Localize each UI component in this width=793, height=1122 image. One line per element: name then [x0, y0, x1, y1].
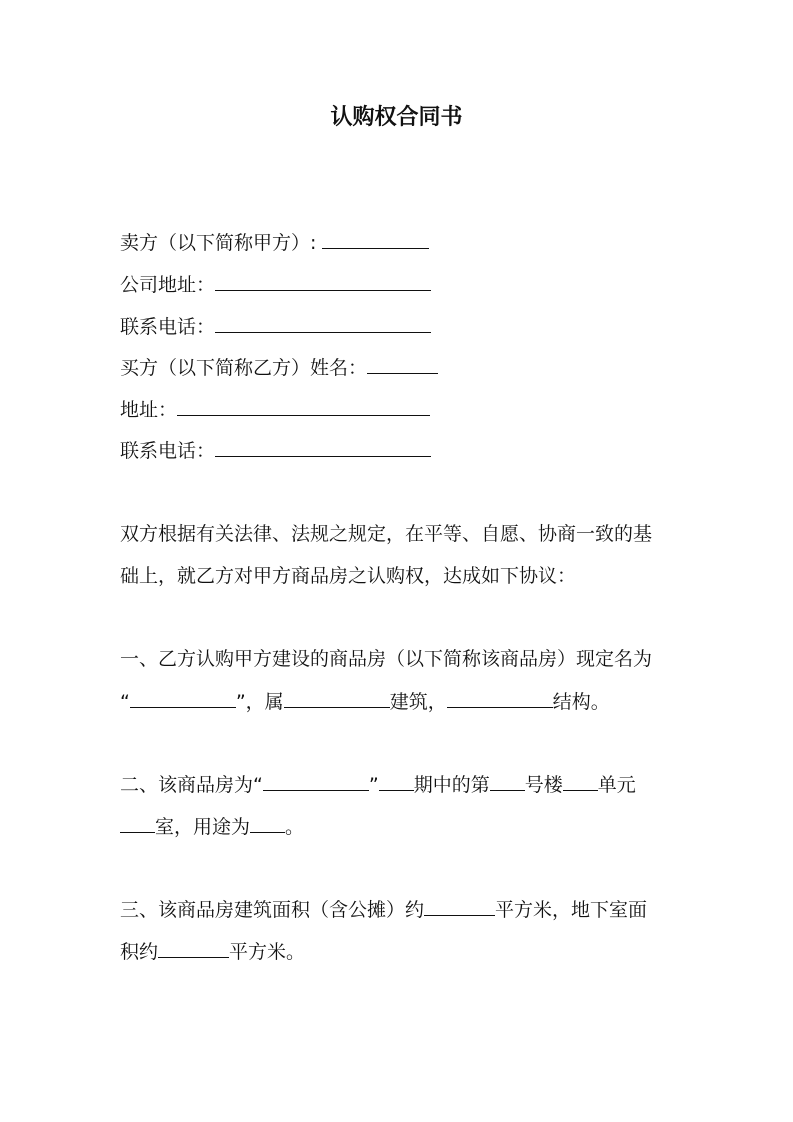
clause3-text-c: 积约 — [120, 941, 159, 963]
unit-blank[interactable] — [563, 772, 598, 791]
usage-blank[interactable] — [250, 814, 285, 833]
clause3-line-1 — [120, 897, 647, 922]
seller-line — [120, 230, 429, 255]
clause1-text-c: 建筑， — [389, 691, 447, 713]
buyer-phone-blank[interactable] — [215, 438, 431, 457]
buyer-label: 买方（以下简称乙方）姓名： — [120, 357, 368, 379]
clause2-text-e: 单元 — [597, 774, 636, 796]
buyer-name-blank[interactable] — [367, 355, 438, 374]
company-address-blank[interactable] — [215, 272, 431, 291]
clause3-text-a: 三、该商品房建筑面积（含公摊）约 — [120, 899, 425, 921]
seller-phone-line — [120, 314, 431, 339]
structure-blank[interactable] — [447, 689, 553, 708]
seller-phone-label: 联系电话： — [120, 316, 216, 338]
seller-label: 卖方（以下简称甲方）: — [120, 232, 317, 254]
clause3-text-b: 平方米，地下室面 — [495, 899, 648, 921]
project-name-blank[interactable] — [130, 689, 236, 708]
house-name-blank[interactable] — [263, 772, 369, 791]
document-title: 认购权合同书 — [330, 105, 463, 130]
clause1-text-d: 结构。 — [552, 691, 610, 713]
buyer-phone-line — [120, 438, 431, 463]
company-address-line — [120, 272, 431, 297]
company-address-label: 公司地址： — [120, 274, 216, 296]
intro-line-1: 双方根据有关法律、法规之规定，在平等、自愿、协商一致的基 — [120, 523, 653, 545]
clause2-line-1 — [120, 772, 636, 797]
room-blank[interactable] — [120, 814, 155, 833]
seller-blank[interactable] — [322, 230, 429, 249]
clause1-text-b: ”，属 — [235, 691, 284, 713]
building-type-blank[interactable] — [284, 689, 390, 708]
quote-open: “ — [120, 691, 130, 713]
buyer-address-line — [120, 397, 430, 422]
clause3-text-d: 平方米。 — [229, 941, 306, 963]
clause3-line-2 — [120, 939, 305, 964]
intro-line-2: 础上，就乙方对甲方商品房之认购权，达成如下协议： — [120, 565, 577, 587]
clause2-text-f: 室，用途为 — [155, 816, 251, 838]
buyer-address-blank[interactable] — [177, 397, 430, 416]
clause1-line-1: 一、乙方认购甲方建设的商品房（以下简称该商品房）现定名为 — [120, 648, 653, 670]
building-number-blank[interactable] — [490, 772, 525, 791]
clause1-line-2 — [120, 689, 610, 714]
clause2-text-d: 号楼 — [524, 774, 563, 796]
clause2-line-2 — [120, 814, 304, 839]
buyer-address-label: 地址： — [120, 399, 178, 421]
clause2-text-g: 。 — [285, 816, 305, 838]
basement-area-blank[interactable] — [158, 939, 229, 958]
seller-phone-blank[interactable] — [215, 314, 431, 333]
buyer-phone-label: 联系电话： — [120, 440, 216, 462]
floor-area-blank[interactable] — [424, 897, 495, 916]
clause2-text-a: 二、该商品房为“ — [120, 774, 263, 796]
clause2-text-c: 期中的第 — [413, 774, 490, 796]
phase-blank[interactable] — [379, 772, 414, 791]
buyer-line — [120, 355, 438, 380]
clause2-text-b: ” — [368, 774, 379, 796]
